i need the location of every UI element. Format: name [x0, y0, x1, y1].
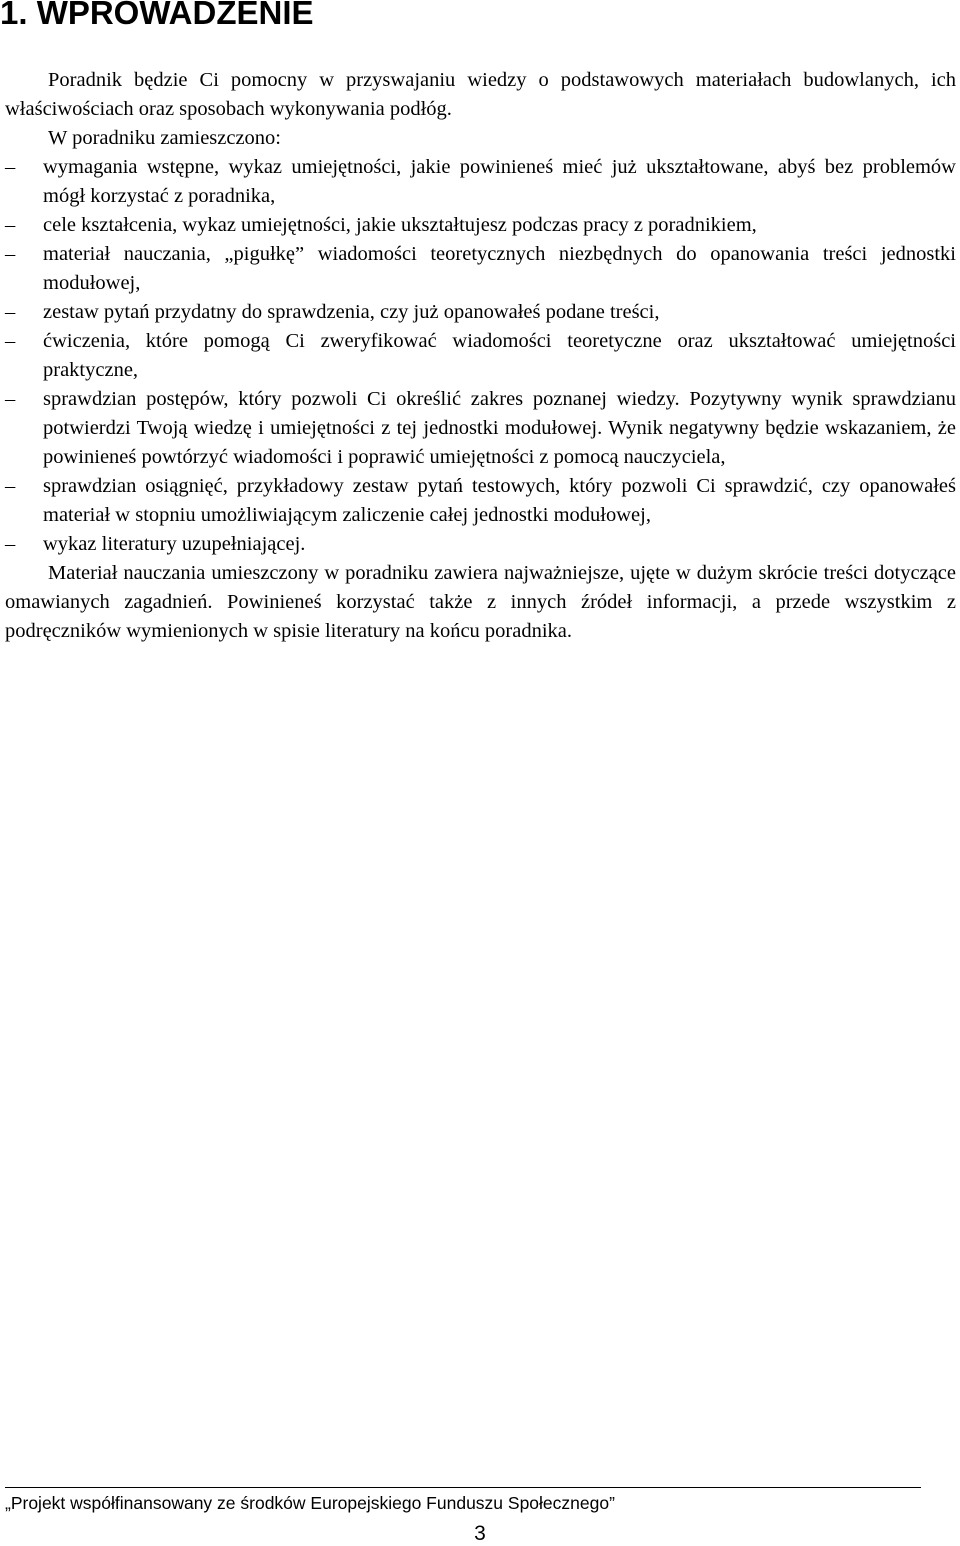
- dash-marker: –: [5, 475, 16, 497]
- page-number: 3: [474, 1522, 486, 1545]
- contents-list: [5, 153, 956, 559]
- dash-marker: –: [5, 533, 16, 555]
- document-body: [5, 66, 956, 646]
- list-item: – cele kształcenia, wykaz umiejętności, jakie ukształtujesz podczas pracy z poradnikiem,: [5, 211, 956, 240]
- section-heading: 1. WPROWADZENIE: [0, 0, 314, 31]
- list-item: – wymagania wstępne, wykaz umiejętności, jakie powinieneś mieć już ukształtowane, abyś bez problemów mógł korzystać z poradnika,: [5, 153, 956, 211]
- dash-marker: –: [5, 243, 16, 265]
- list-item: – materiał nauczania, „pigułkę” wiadomości teoretycznych niezbędnych do opanowania treści jednostki modułowej,: [5, 240, 956, 298]
- dash-marker: –: [5, 388, 16, 410]
- dash-marker: –: [5, 214, 16, 236]
- list-item: – zestaw pytań przydatny do sprawdzenia, czy już opanowałeś podane treści,: [5, 298, 956, 327]
- dash-marker: –: [5, 301, 16, 323]
- footer-note: „Projekt współfinansowany ze środków Europejskiego Funduszu Społecznego”: [5, 1493, 615, 1513]
- list-intro: W poradniku zamieszczono:: [48, 127, 282, 149]
- intro-paragraph: Poradnik będzie Ci pomocny w przyswajaniu wiedzy o podstawowych materiałach budowlanych, ich właściwościach oraz sposobach wykonywania podłóg.: [5, 69, 956, 120]
- footer-divider: [5, 1487, 921, 1488]
- list-item: – wykaz literatury uzupełniającej.: [5, 530, 956, 559]
- list-item: – sprawdzian osiągnięć, przykładowy zestaw pytań testowych, który pozwoli Ci sprawdzić, czy opanowałeś materiał w stopniu umożliwiającym zaliczenie całej jednostki modułowej,: [5, 472, 956, 530]
- list-item: – ćwiczenia, które pomogą Ci zweryfikować wiadomości teoretyczne oraz ukształtować umiejętności praktyczne,: [5, 327, 956, 385]
- dash-marker: –: [5, 330, 16, 352]
- closing-paragraph: Materiał nauczania umieszczony w poradniku zawiera najważniejsze, ujęte w dużym skrócie treści dotyczące omawianych zagadnień. Powinieneś korzystać także z innych źródeł informacji, a przede wszystkim z podręczników wymienionych w spisie literatury na końcu poradnika.: [5, 562, 956, 642]
- list-item: – sprawdzian postępów, który pozwoli Ci określić zakres poznanej wiedzy. Pozytywny wynik sprawdzianu potwierdzi Twoją wiedzę i umiejętności z tej jednostki modułowej. Wynik negatywny będzie wskazaniem, że powinieneś powtórzyć wiadomości i poprawić umiejętności z pomocą nauczyciela,: [5, 385, 956, 472]
- dash-marker: –: [5, 156, 16, 178]
